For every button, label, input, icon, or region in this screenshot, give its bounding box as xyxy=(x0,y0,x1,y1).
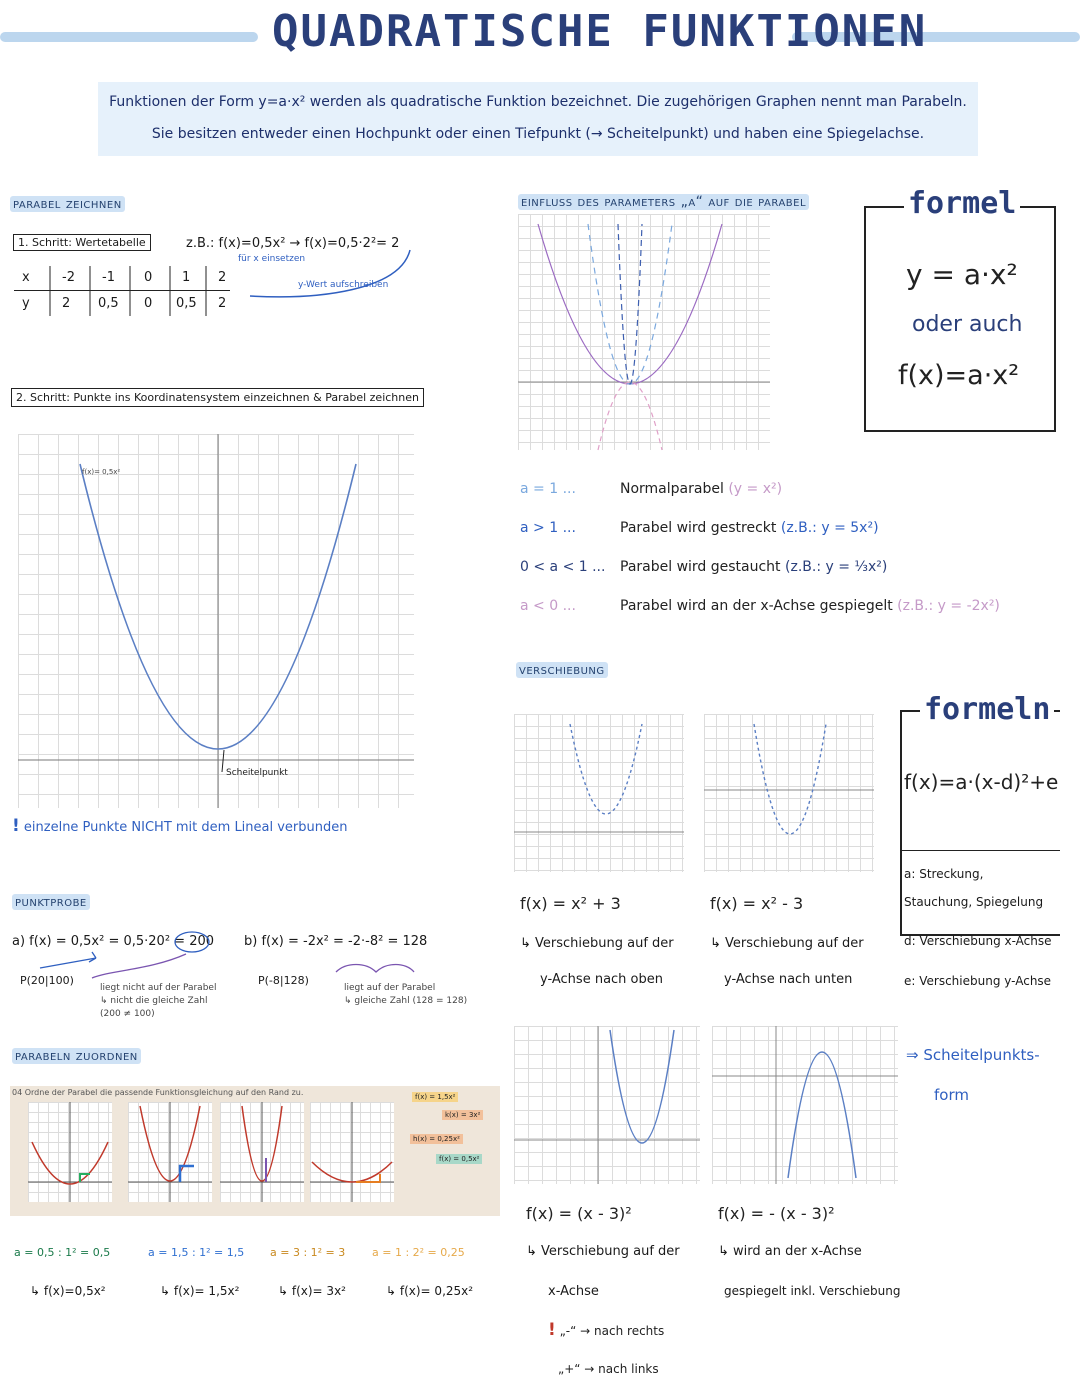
formeln-result-1: ⇒ Scheitelpunkts- xyxy=(906,1046,1040,1064)
page-title: QUADRATISCHE FUNKTIONEN xyxy=(272,6,928,57)
shift-up-desc-1: ↳ Verschiebung auf der xyxy=(520,936,674,951)
minus-note-text: „-“ → nach rechts xyxy=(559,1324,665,1338)
einfluss-row xyxy=(520,587,1000,626)
note-y-write: y-Wert aufschreiben xyxy=(298,280,389,290)
einfluss-cond: 0 < a < 1 ... xyxy=(520,559,606,575)
worksheet-task: 04 Ordne der Parabel die passende Funktionsgleichung auf den Rand zu. xyxy=(12,1088,304,1097)
answer-b-result: ↳ f(x)= 1,5x² xyxy=(160,1284,240,1298)
worksheet-photo xyxy=(10,1086,500,1216)
table-x-cell: 2 xyxy=(218,270,227,285)
einfluss-row xyxy=(520,509,1000,548)
formeln-main: f(x)=a·(x-d)²+e xyxy=(904,770,1059,794)
einfluss-cond: a > 1 ... xyxy=(520,520,576,536)
shift-down-fn: f(x) = x² - 3 xyxy=(710,894,804,913)
einfluss-example: (y = x²) xyxy=(728,481,783,497)
a-note-1: liegt nicht auf der Parabel xyxy=(100,983,217,993)
shift-right-desc-2: x-Achse xyxy=(548,1284,599,1299)
punktprobe-a-point: P(20|100) xyxy=(20,974,74,987)
exclamation-icon: ! xyxy=(12,816,20,836)
table-y-cell: 2 xyxy=(62,296,71,311)
sticky-note: f(x) = 0,5x² xyxy=(436,1154,482,1164)
shift-curve-down xyxy=(704,714,874,872)
b-note-2: ↳ gleiche Zahl (128 = 128) xyxy=(344,996,468,1006)
warning-text: einzelne Punkte NICHT mit dem Lineal verbunden xyxy=(23,820,348,835)
answer-a-result: ↳ f(x)=0,5x² xyxy=(30,1284,106,1298)
einfluss-cond: a = 1 ... xyxy=(520,481,576,497)
table-x-cell: 0 xyxy=(144,270,153,285)
shift-right-fn: f(x) = (x - 3)² xyxy=(526,1204,632,1223)
formeln-param-a: a: Streckung, Stauchung, Spiegelung xyxy=(904,867,1044,909)
einfluss-text: Normalparabel xyxy=(620,481,724,497)
table-x-cell: -2 xyxy=(62,270,75,285)
heading-parabeln-zuordnen: parabeln zuordnen xyxy=(12,1048,141,1064)
intro-line-2: Sie besitzen entweder einen Hochpunkt oder einen Tiefpunkt (→ Scheitelpunkt) und haben eine Spiegelachse. xyxy=(151,126,925,142)
plus-note: „+“ → nach links xyxy=(558,1362,659,1376)
table-y-cell: 0,5 xyxy=(176,296,197,311)
formel-line-1: y = a·x² xyxy=(906,258,1018,291)
worksheet-curves xyxy=(10,1086,500,1216)
table-y-label: y xyxy=(22,296,30,311)
example-equation: z.B.: f(x)=0,5x² → f(x)=0,5·2²= 2 xyxy=(186,236,400,251)
minus-note xyxy=(548,1320,664,1340)
step2-label: 2. Schritt: Punkte ins Koordinatensystem einzeichnen & Parabel zeichnen xyxy=(11,388,424,407)
answer-c-calc: a = 3 : 1² = 3 xyxy=(270,1246,346,1259)
einfluss-example: (z.B.: y = -2x²) xyxy=(897,598,1000,614)
table-x-label: x xyxy=(22,270,30,285)
note-x-insert: für x einsetzen xyxy=(238,254,306,264)
heading-einfluss: einfluss des parameters „a“ auf die parabel xyxy=(518,194,809,210)
intro-line-1: Funktionen der Form y=a·x² werden als quadratische Funktion bezeichnet. Die zugehörigen Graphen nennt man Parabeln. xyxy=(109,94,967,110)
table-y-cell: 0,5 xyxy=(98,296,119,311)
formel-title: formel xyxy=(904,186,1020,221)
punktprobe-b-point: P(-8|128) xyxy=(258,974,309,987)
einfluss-example: (z.B.: y = 5x²) xyxy=(780,520,879,536)
a-note-2: ↳ nicht die gleiche Zahl xyxy=(100,996,208,1006)
shift-curve-mirror xyxy=(712,1026,898,1184)
shift-down-desc-2: y-Achse nach unten xyxy=(724,972,853,987)
answer-d-calc: a = 1 : 2² = 0,25 xyxy=(372,1246,465,1259)
table-x-cell: 1 xyxy=(182,270,191,285)
formeln-title: formeln xyxy=(920,692,1054,727)
sticky-note: h(x) = 0,25x² xyxy=(410,1134,463,1144)
sticky-note: k(x) = 3x² xyxy=(442,1110,483,1120)
exclamation-icon: ! xyxy=(548,1320,556,1340)
einfluss-text: Parabel wird gestaucht xyxy=(620,559,781,575)
b-note-1: liegt auf der Parabel xyxy=(344,983,436,993)
formeln-divider xyxy=(900,850,1060,851)
answer-d-result: ↳ f(x)= 0,25x² xyxy=(386,1284,474,1298)
answer-c-result: ↳ f(x)= 3x² xyxy=(278,1284,346,1298)
shift-up-fn: f(x) = x² + 3 xyxy=(520,894,621,913)
einfluss-example: (z.B.: y = ⅓x²) xyxy=(785,559,888,575)
formel-line-3: f(x)=a·x² xyxy=(898,360,1020,391)
table-x-cell: -1 xyxy=(102,270,115,285)
answer-a-calc: a = 0,5 : 1² = 0,5 xyxy=(14,1246,111,1259)
punktprobe-a-calc: a) f(x) = 0,5x² = 0,5·20² = 200 xyxy=(12,934,215,949)
einfluss-row xyxy=(520,548,1000,587)
shift-down-desc-1: ↳ Verschiebung auf der xyxy=(710,936,864,951)
a-note-3: (200 ≠ 100) xyxy=(100,1009,155,1019)
vertex-label: Scheitelpunkt xyxy=(226,768,288,778)
einfluss-cond: a < 0 ... xyxy=(520,598,576,614)
heading-verschiebung: verschiebung xyxy=(516,662,608,678)
einfluss-parabolas xyxy=(518,214,770,450)
einfluss-text: Parabel wird gestreckt xyxy=(620,520,777,536)
einfluss-rows xyxy=(520,470,1000,626)
mirror-desc-2: gespiegelt inkl. Verschiebung xyxy=(724,1284,901,1298)
shift-right-desc-1: ↳ Verschiebung auf der xyxy=(526,1244,680,1259)
table-y-cell: 0 xyxy=(144,296,153,311)
shift-curve-right xyxy=(514,1026,700,1184)
mirror-desc-1: ↳ wird an der x-Achse xyxy=(718,1244,862,1259)
mirror-fn: f(x) = - (x - 3)² xyxy=(718,1204,835,1223)
punktprobe-b-note xyxy=(344,982,467,1008)
graph-label: f(x)= 0,5x² xyxy=(82,468,121,476)
sticky-note: f(x) = 1,5x² xyxy=(412,1092,458,1102)
punktprobe-b-calc: b) f(x) = -2x² = -2·-8² = 128 xyxy=(244,934,428,949)
formeln-param-d: d: Verschiebung x-Achse xyxy=(904,934,1052,948)
answer-b-calc: a = 1,5 : 1² = 1,5 xyxy=(148,1246,245,1259)
heading-punktprobe: punktprobe xyxy=(12,894,90,910)
shift-up-desc-2: y-Achse nach oben xyxy=(540,972,663,987)
formel-line-2: oder auch xyxy=(912,312,1023,337)
shift-curve-up xyxy=(514,714,684,872)
step1-label: 1. Schritt: Wertetabelle xyxy=(13,234,151,251)
heading-parabel-zeichnen: parabel zeichnen xyxy=(10,196,125,212)
einfluss-row xyxy=(520,470,1000,509)
table-y-cell: 2 xyxy=(218,296,227,311)
formeln-result-2: form xyxy=(934,1086,969,1104)
einfluss-text: Parabel wird an der x-Achse gespiegelt xyxy=(620,598,893,614)
formeln-param-e: e: Verschiebung y-Achse xyxy=(904,974,1052,988)
